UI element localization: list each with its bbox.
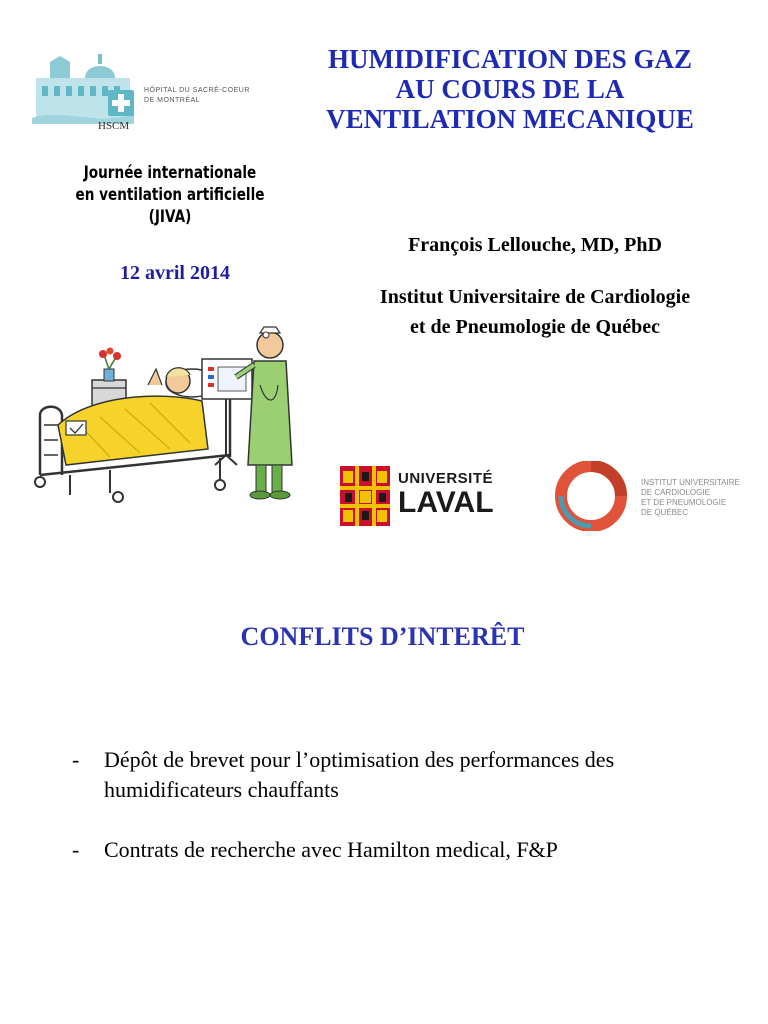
list-item [72, 835, 742, 865]
iucpq-line: INSTITUT UNIVERSITAIRE [641, 478, 740, 487]
title-line: HUMIDIFICATION DES GAZ [327, 44, 693, 74]
title-line: AU COURS DE LA [395, 74, 625, 104]
list-dash: - [72, 837, 80, 862]
hscm-name: HÔPITAL DU SACRÉ-COEUR DE MONTRÉAL [144, 87, 250, 104]
list-item [72, 745, 742, 805]
iucpq-name [641, 478, 751, 518]
patient-bed-cartoon [30, 325, 302, 520]
iucpq-line: DE CARDIOLOGIE [641, 488, 710, 497]
hscm-abbr: HSCM [98, 120, 130, 132]
institute-line: et de Pneumologie de Québec [410, 316, 660, 338]
iucpq-line: DE QUÉBEC [641, 508, 689, 517]
author-name: François Lellouche, MD, PhD [408, 234, 662, 256]
institute-name [320, 282, 750, 342]
presentation-title [300, 44, 720, 134]
list-dash: - [72, 747, 80, 772]
conflicts-list [72, 745, 742, 865]
list-item-text: Dépôt de brevet pour l’optimisation des performances des humidificateurs chauffants [104, 747, 615, 802]
iucpq-ring-icon [551, 461, 631, 531]
list-item-text: Contrats de recherche avec Hamilton medical, F&P [104, 837, 558, 862]
institute-line: Institut Universitaire de Cardiologie [379, 286, 691, 308]
event-date: 12 avril 2014 [120, 262, 230, 284]
event-name: Journée internationale en ventilation artificielle (JIVA) [75, 163, 265, 227]
conflicts-heading: CONFLITS D’INTERÊT [240, 622, 525, 651]
laval-line1: UNIVERSITÉ [398, 470, 494, 487]
laval-line2: LAVAL [398, 486, 494, 519]
title-line: VENTILATION MECANIQUE [326, 104, 694, 134]
iucpq-line: ET DE PNEUMOLOGIE [641, 498, 727, 507]
